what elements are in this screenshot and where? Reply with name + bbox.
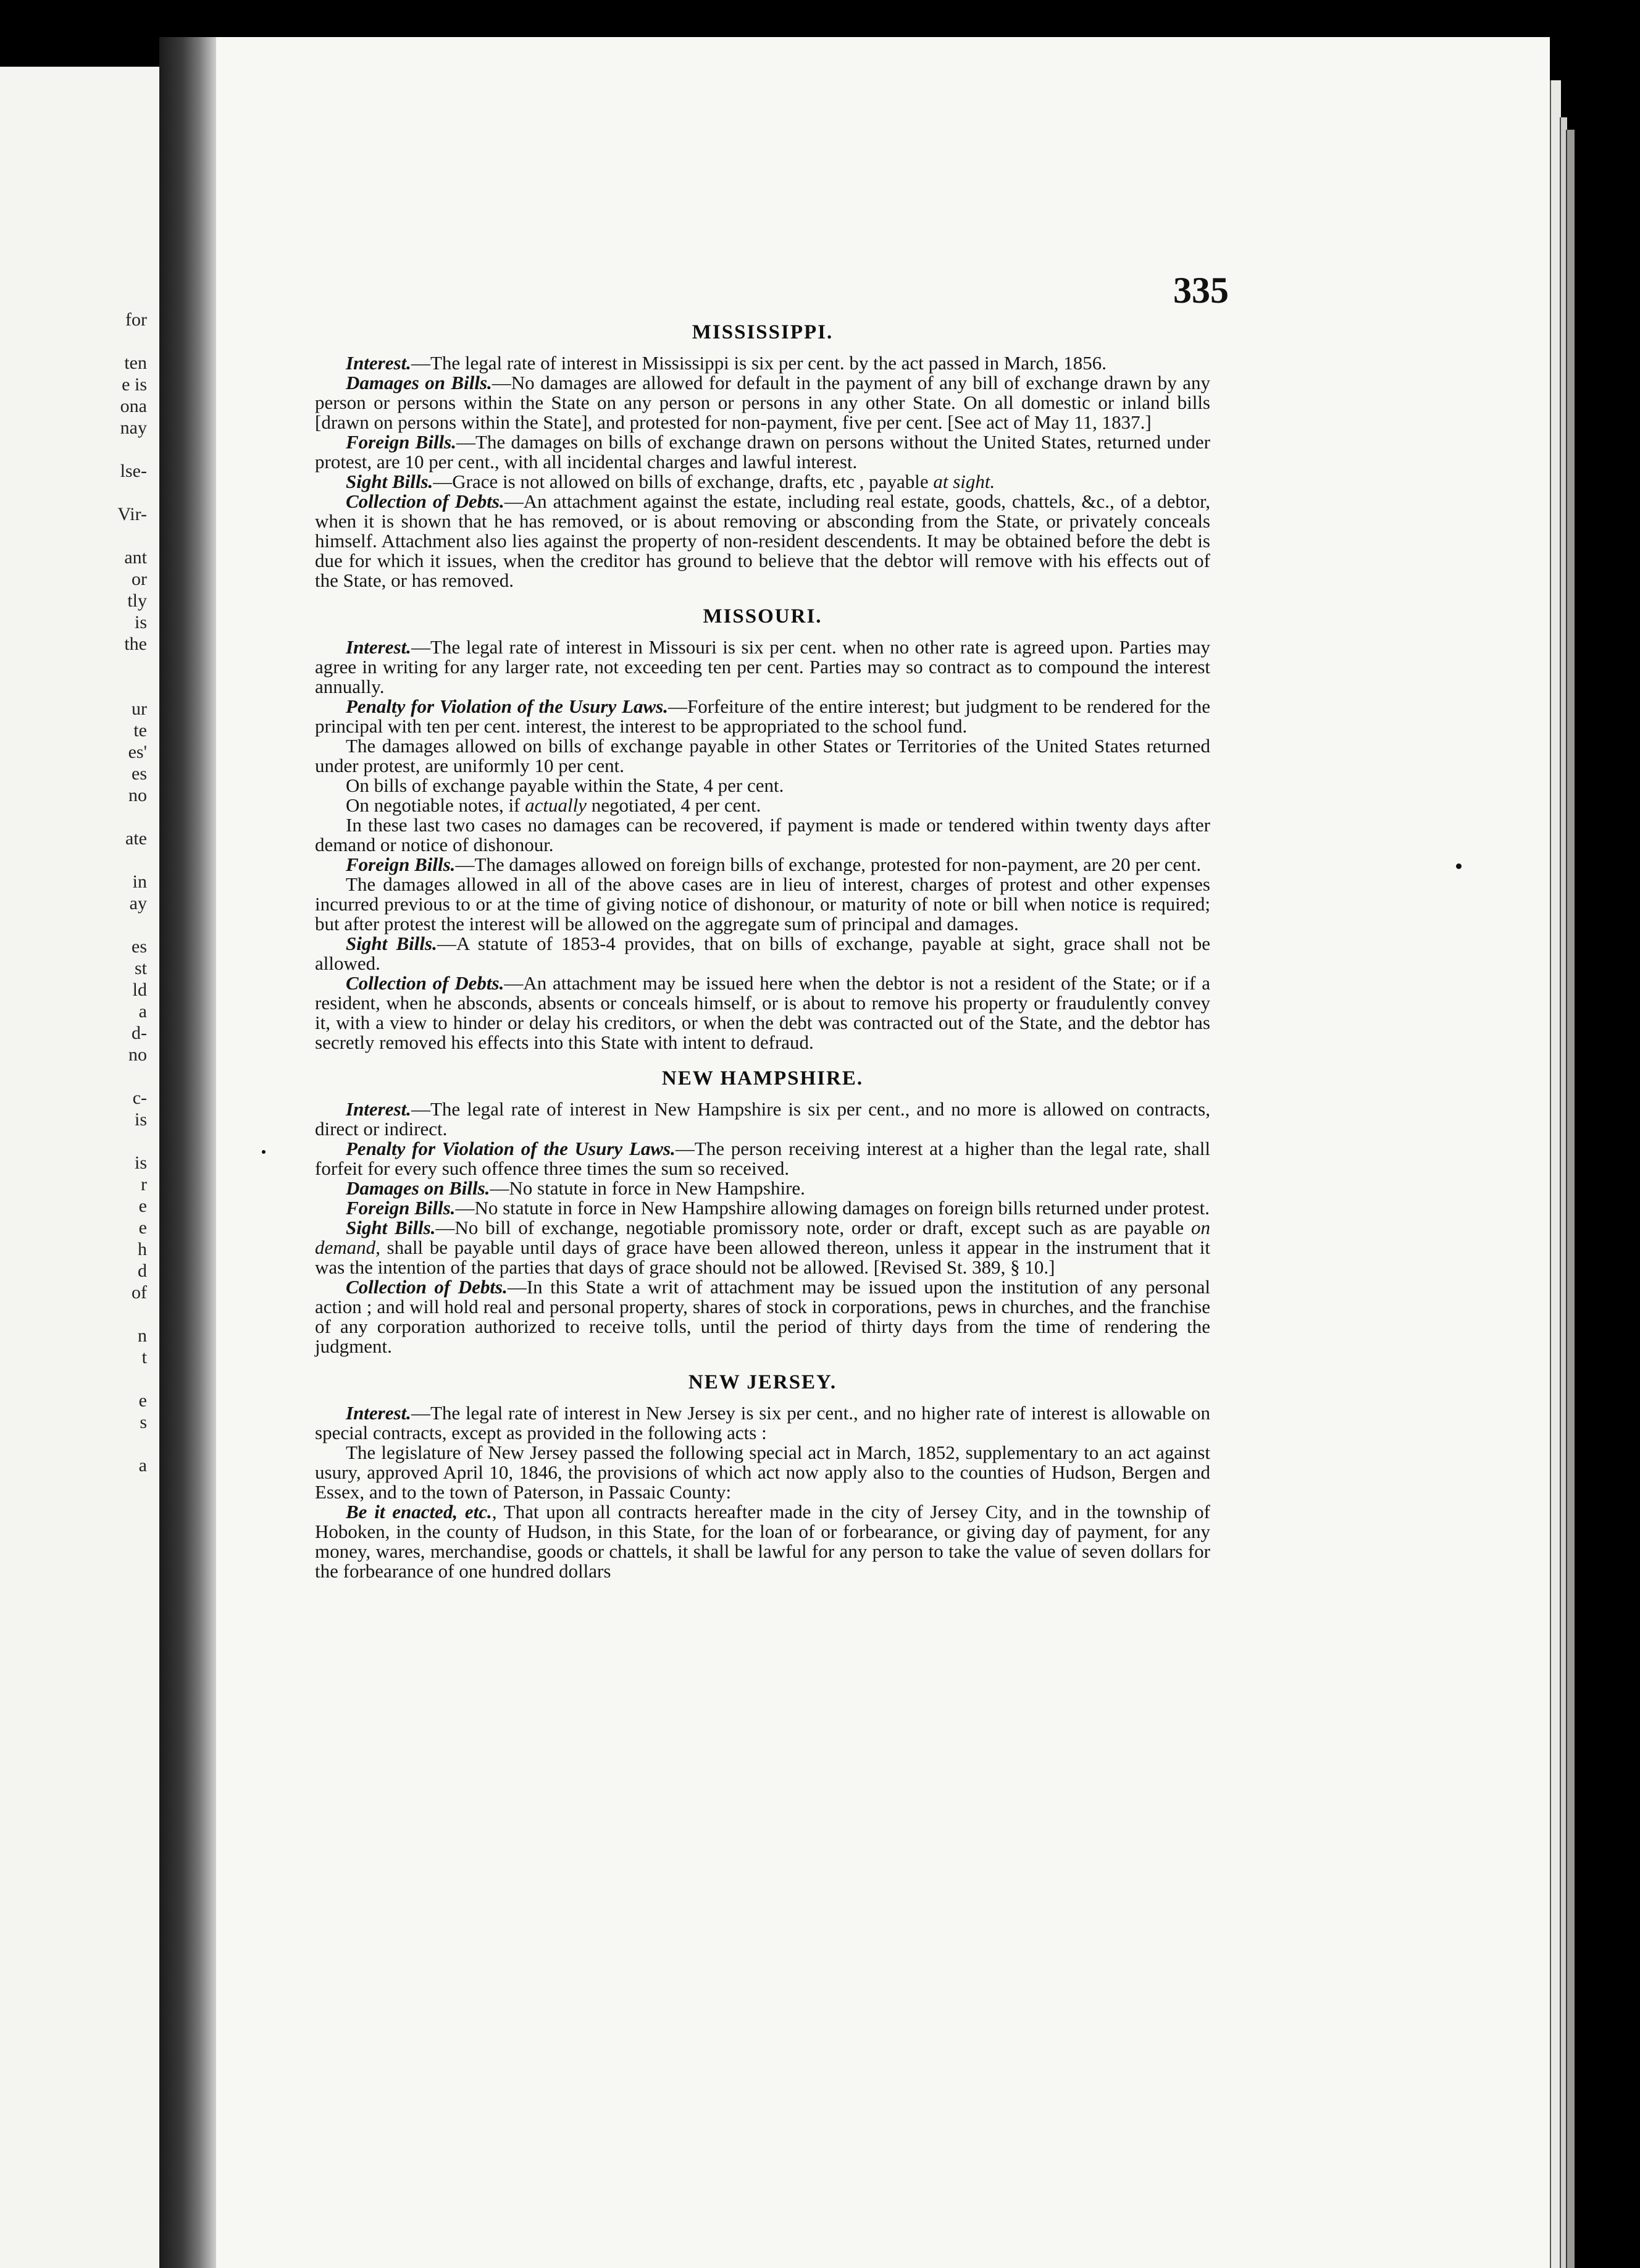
- facing-page-fragment: s: [140, 1412, 147, 1432]
- facing-page-fragment: ona: [120, 396, 147, 416]
- section-title: MISSOURI.: [703, 605, 822, 628]
- paragraph: [315, 1443, 1210, 1502]
- paragraph-text: —The damages on bills of exchange drawn on persons without the United States, returned under protest, are 10 per cent., with all incidental charges and lawful interest.: [315, 431, 1210, 472]
- facing-page-fragment: h: [138, 1239, 147, 1259]
- facing-page-fragment: [0, 1065, 154, 1087]
- facing-page-fragment: es': [128, 742, 147, 762]
- facing-page-fragment: es: [132, 936, 147, 957]
- facing-page-fragment: [0, 330, 154, 352]
- paragraph: [315, 736, 1210, 776]
- paragraph-text: , That upon all contracts hereafter made in the city of Jersey City, and in the township of Hoboken, in the county of Hudson, in this State, for the loan of or forbearance, or giving day of payment, for any money, wares, merchandise, goods or chattels, it shall be lawful for any person to take the value of seven dollars for the forbearance of one hundred dollars: [315, 1501, 1210, 1582]
- facing-page-fragment: te: [133, 720, 147, 741]
- facing-page-fragment: is: [134, 1109, 147, 1130]
- paragraph: [315, 697, 1210, 736]
- paragraph-heading: Sight Bills.: [346, 471, 433, 492]
- paragraph-text: —The legal rate of interest in New Jersey is six per cent., and no higher rate of interest is allowable on special contracts, except as provided in the following acts :: [315, 1402, 1210, 1443]
- paragraph-text: —An attachment against the estate, including real estate, goods, chattels, &c., of a debtor, when it is shown that he has removed, or is about removing or absconding from the State, or privately conceals himself. Attachment also lies against the property of non-resident descendents. It may be obtained before the debt is due for which it issues, when the creditor has ground to believe that the debtor will remove with his effects out of the State, or has removed.: [315, 490, 1210, 591]
- paragraph-heading: Penalty for Violation of the Usury Laws.: [346, 1138, 676, 1159]
- paragraph-heading: Penalty for Violation of the Usury Laws.: [346, 695, 668, 717]
- page-edge: [1566, 130, 1575, 2268]
- facing-page-fragment: [0, 849, 154, 871]
- facing-page-fragment: [0, 1303, 154, 1325]
- paragraph-text: On negotiable notes, if: [346, 794, 525, 816]
- facing-page-fragment: [0, 439, 154, 460]
- paragraph: [315, 1502, 1210, 1581]
- paragraph-text: —No statute in force in New Hampshire allowing damages on foreign bills returned under protest.: [455, 1197, 1210, 1219]
- paragraph: [315, 432, 1210, 472]
- paragraph: [315, 776, 1210, 796]
- facing-page-fragment: c-: [132, 1088, 147, 1108]
- paragraph-heading: Damages on Bills.: [346, 372, 492, 393]
- facing-page-fragment: lse-: [120, 461, 147, 481]
- paragraph-text-tail: shall be payable until days of grace have been allowed thereon, unless it appear in the instrument that it was the intention of the parties that days of grace should not be allowed. [Revised St. 389, § 10.]: [315, 1237, 1210, 1278]
- paragraph-text: The damages allowed in all of the above cases are in lieu of interest, charges of protest and other expenses incurred previous to or at the time of giving notice of dishonour, or maturity of note or bill when notice is required; but after protest the interest will be allowed on the aggregate sum of principal and damages.: [315, 873, 1210, 934]
- facing-page-fragment: ld: [132, 980, 147, 1000]
- paragraph: [315, 373, 1210, 432]
- paragraph-heading: Sight Bills.: [346, 933, 437, 954]
- paragraph: [315, 796, 1210, 815]
- paragraph: [315, 1277, 1210, 1356]
- facing-page-fragment: no: [128, 1044, 147, 1065]
- facing-page-fragment: e: [138, 1196, 147, 1216]
- paragraph: [315, 1218, 1210, 1277]
- facing-page-text-fragments: [0, 309, 154, 1476]
- paragraph-text: —An attachment may be issued here when the debtor is not a resident of the State; or if a resident, when he absconds, absents or conceals himself, or is about to remove his property or fraudulently convey it, with a view to hinder or delay his creditors, or when the debt was contracted out of the State, and the debtor has secretly removed his effects into this State with intent to defraud.: [315, 972, 1210, 1053]
- paragraph-text: The damages allowed on bills of exchange payable in other States or Territories of the United States returned under protest, are uniformly 10 per cent.: [315, 735, 1210, 776]
- paragraph-heading: Interest.: [346, 1402, 411, 1424]
- paragraph: [315, 492, 1210, 590]
- facing-page-fragment: a: [138, 1001, 147, 1022]
- facing-page-fragment: st: [134, 958, 147, 978]
- paragraph-heading: Foreign Bills.: [346, 854, 456, 875]
- paragraph-heading: Interest.: [346, 352, 411, 374]
- emphasis-text: on demand,: [315, 1217, 1210, 1258]
- paragraph: [315, 875, 1210, 934]
- facing-page-fragment: e: [138, 1217, 147, 1238]
- paragraph-heading: Interest.: [346, 1098, 411, 1120]
- paragraph: [315, 815, 1210, 855]
- paragraph-heading: Collection of Debts.: [346, 490, 504, 512]
- facing-page-fragment: tly: [127, 590, 147, 611]
- facing-page-fragment: [0, 1130, 154, 1152]
- page-body: [315, 314, 1210, 1581]
- paragraph: [315, 1198, 1210, 1218]
- facing-page-fragment: r: [141, 1174, 147, 1195]
- facing-page-fragment: d-: [132, 1023, 147, 1043]
- facing-page-fragment: [0, 1368, 154, 1390]
- facing-page-fragment: [0, 655, 154, 676]
- paragraph: [315, 472, 1210, 492]
- facing-page-fragment: [0, 482, 154, 503]
- facing-page-fragment: [0, 806, 154, 828]
- paragraph-heading: Foreign Bills.: [346, 1197, 456, 1219]
- paragraph-text: On bills of exchange payable within the State, 4 per cent.: [346, 775, 784, 796]
- page-number: 335: [1173, 270, 1229, 311]
- ink-speck: [262, 1150, 266, 1154]
- facing-page-fragment: [0, 914, 154, 936]
- paragraph-text: In these last two cases no damages can be recovered, if payment is made or tendered within twenty days after demand or notice of dishonour.: [315, 814, 1210, 855]
- section-title: MISSISSIPPI.: [692, 321, 834, 343]
- paragraph-heading: Damages on Bills.: [346, 1177, 490, 1199]
- facing-page-fragment: the: [124, 634, 147, 654]
- facing-page-fragment: t: [141, 1347, 147, 1367]
- facing-page-fragment: nay: [120, 418, 147, 438]
- facing-page-fragment: es: [132, 763, 147, 784]
- paragraph: [315, 637, 1210, 697]
- paragraph-text: —The legal rate of interest in Mississippi is six per cent. by the act passed in March, 1856.: [411, 352, 1107, 374]
- paragraph-heading: Foreign Bills.: [346, 431, 456, 453]
- paragraph-text: The legislature of New Jersey passed the following special act in March, 1852, supplementary to an act against usury, approved April 10, 1846, the provisions of which act now apply also to the counties of Hudson, Bergen and Essex, and to the town of Paterson, in Passaic County:: [315, 1442, 1210, 1503]
- book-gutter: [159, 37, 216, 2268]
- paragraph-heading: Collection of Debts.: [346, 1276, 508, 1298]
- paragraph-text: —Grace is not allowed on bills of exchange, drafts, etc , payable: [433, 471, 934, 492]
- paragraph-heading: Sight Bills.: [346, 1217, 436, 1238]
- facing-page-fragment: d: [138, 1261, 147, 1281]
- paragraph-text-tail: negotiated, 4 per cent.: [587, 794, 761, 816]
- paragraph-text: —A statute of 1853-4 provides, that on bills of exchange, payable at sight, grace shall not be allowed.: [315, 933, 1210, 974]
- paragraph: [315, 934, 1210, 973]
- section-title: NEW HAMPSHIRE.: [661, 1067, 864, 1090]
- facing-page-fragment: [0, 676, 154, 698]
- facing-page-fragment: a: [138, 1455, 147, 1476]
- facing-page-fragment: or: [132, 569, 147, 589]
- paragraph: [315, 1178, 1210, 1198]
- paragraph-text: —The legal rate of interest in Missouri is six per cent. when no other rate is agreed upon. Parties may agree in writing for any larger rate, not exceeding ten per cent. Parties may so contract as to compound the interest annually.: [315, 636, 1210, 697]
- facing-page-fragment: ay: [129, 893, 147, 914]
- paragraph-text: —The damages allowed on foreign bills of exchange, protested for non-payment, are 20 per cent.: [455, 854, 1202, 875]
- section-title: NEW JERSEY.: [688, 1371, 837, 1393]
- paragraph: [315, 353, 1210, 373]
- facing-page-fragment: ant: [124, 547, 147, 568]
- ink-speck: [1456, 863, 1462, 869]
- paragraph-heading: Be it enacted, etc.: [346, 1501, 492, 1522]
- paragraph: [315, 973, 1210, 1052]
- facing-page-fragment: ur: [132, 699, 147, 719]
- facing-page-fragment: n: [138, 1325, 147, 1346]
- paragraph: [315, 855, 1210, 875]
- paragraph-text: —The legal rate of interest in New Hampshire is six per cent., and no more is allowed on contracts, direct or indirect.: [315, 1098, 1210, 1140]
- paragraph-text: —No bill of exchange, negotiable promissory note, order or draft, except such as are payable: [435, 1217, 1191, 1238]
- paragraph-text: —The person receiving interest at a higher than the legal rate, shall forfeit for every such offence three times the sum so received.: [315, 1138, 1210, 1179]
- paragraph-heading: Collection of Debts.: [346, 972, 504, 994]
- paragraph-text: —No statute in force in New Hampshire.: [490, 1177, 805, 1199]
- emphasis-text: actually: [525, 794, 587, 816]
- paragraph: [315, 1099, 1210, 1139]
- facing-page-fragment: in: [132, 872, 147, 892]
- facing-page-fragment: [0, 1433, 154, 1455]
- paragraph-heading: Interest.: [346, 636, 411, 658]
- facing-page-fragment: [0, 525, 154, 547]
- paragraph-text: —In this State a writ of attachment may be issued upon the institution of any personal action ; and will hold real and personal property, shares of stock in corporations, pews in churches, and the franchise of any corporation authorized to receive tolls, until the period of thirty days from the time of rendering the judgment.: [315, 1276, 1210, 1357]
- paragraph-text: —No damages are allowed for default in the payment of any bill of exchange drawn by any person or persons within the State on any person or persons in any other State. On all domestic or inland bills [drawn on persons within the State], and protested for non-payment, five per cent. [See act of May 11, 1837.]: [315, 372, 1210, 433]
- facing-page-fragment: is: [134, 1153, 147, 1173]
- facing-page-fragment: of: [132, 1282, 147, 1303]
- emphasis-text: at sight.: [933, 471, 995, 492]
- facing-page-fragment: e is: [122, 374, 147, 395]
- facing-page-fragment: is: [134, 612, 147, 632]
- facing-page-fragment: ten: [124, 353, 147, 373]
- facing-page-fragment: for: [125, 309, 147, 330]
- facing-page-fragment: no: [128, 785, 147, 805]
- paragraph: [315, 1139, 1210, 1178]
- paragraph: [315, 1403, 1210, 1443]
- facing-page-fragment: ate: [125, 828, 147, 849]
- paragraph-text: —Forfeiture of the entire interest; but judgment to be rendered for the principal with ten per cent. interest, the interest to be appropriated to the school fund.: [315, 695, 1210, 737]
- facing-page-fragment: Vir-: [117, 504, 147, 524]
- facing-page-fragment: e: [138, 1390, 147, 1411]
